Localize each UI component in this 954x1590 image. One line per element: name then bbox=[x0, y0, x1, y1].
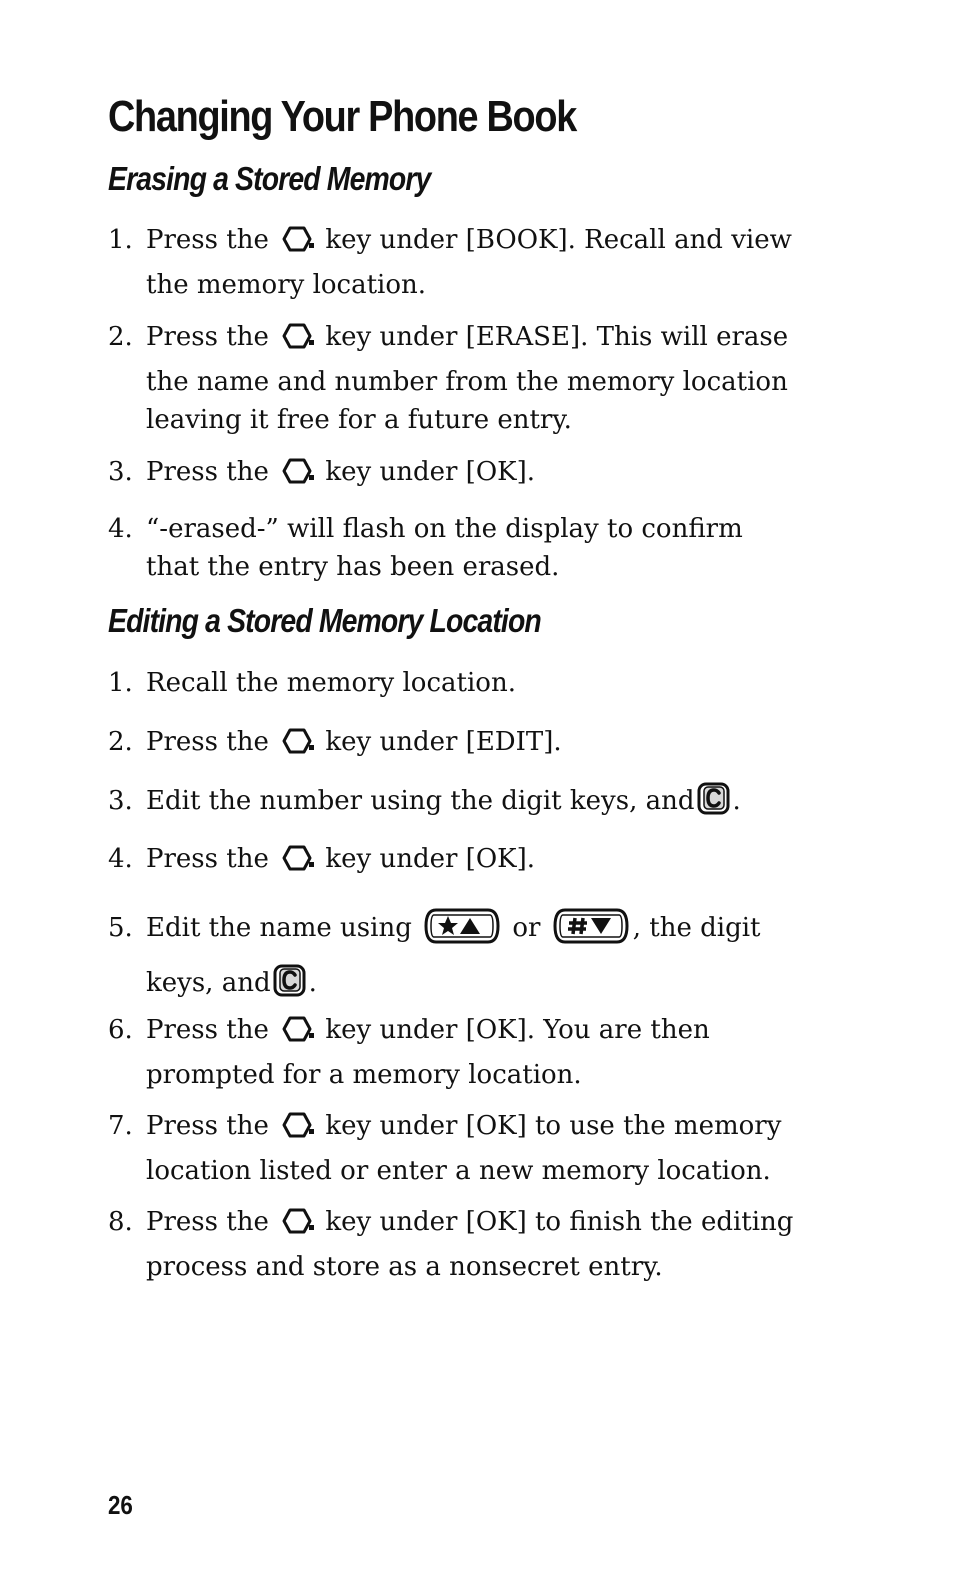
step-text: key under [OK]. bbox=[325, 457, 535, 487]
step-text: keys, and bbox=[146, 968, 271, 998]
page-title: Changing Your Phone Book bbox=[108, 92, 576, 141]
soft-key-icon bbox=[279, 1109, 315, 1152]
step-number: 3. bbox=[108, 457, 133, 487]
step-number: 2. bbox=[108, 322, 133, 352]
step-text: key under [OK]. bbox=[325, 844, 535, 874]
step-text: process and store as a nonsecret entry. bbox=[146, 1252, 663, 1282]
erase-section-heading: Erasing a Stored Memory bbox=[108, 160, 431, 197]
step-text: the name and number from the memory location bbox=[146, 367, 788, 397]
soft-key-icon bbox=[279, 455, 315, 498]
soft-key-icon bbox=[279, 842, 315, 885]
step-text: key under [OK]. You are then bbox=[325, 1015, 710, 1045]
step-text: leaving it free for a future entry. bbox=[146, 405, 572, 435]
step-text: Press the bbox=[146, 844, 269, 874]
page-number: 26 bbox=[108, 1490, 133, 1520]
step-text: Edit the name using bbox=[146, 913, 412, 943]
step-number: 5. bbox=[108, 913, 133, 943]
clear-key-icon bbox=[273, 964, 307, 1013]
step-text: . bbox=[308, 968, 317, 998]
step-text: key under [OK] to finish the editing bbox=[325, 1207, 794, 1237]
step-text: Press the bbox=[146, 225, 269, 255]
soft-key-icon bbox=[279, 725, 315, 768]
step-text: or bbox=[512, 913, 541, 943]
step-text: key under [ERASE]. This will erase bbox=[325, 322, 789, 352]
clear-key-icon bbox=[697, 782, 731, 827]
step-text: Edit the number using the digit keys, and bbox=[146, 786, 695, 816]
soft-key-icon bbox=[279, 223, 315, 266]
pound-scroll-key-icon bbox=[551, 906, 631, 961]
step-number: 3. bbox=[108, 786, 133, 816]
step-text: the memory location. bbox=[146, 270, 427, 300]
step-number: 2. bbox=[108, 727, 133, 757]
step-number: 8. bbox=[108, 1207, 133, 1237]
step-text: , the digit bbox=[632, 913, 761, 943]
step-text: key under [OK] to use the memory bbox=[325, 1111, 782, 1141]
edit-section-heading: Editing a Stored Memory Location bbox=[108, 602, 541, 639]
step-number: 7. bbox=[108, 1111, 133, 1141]
step-text: “-erased-” will flash on the display to confirm bbox=[146, 514, 743, 544]
step-text: Press the bbox=[146, 727, 269, 757]
soft-key-icon bbox=[279, 1013, 315, 1056]
soft-key-icon bbox=[279, 320, 315, 363]
step-text: Press the bbox=[146, 1015, 269, 1045]
step-text: Press the bbox=[146, 1207, 269, 1237]
step-text: Press the bbox=[146, 1111, 269, 1141]
step-text: . bbox=[732, 786, 741, 816]
step-number: 4. bbox=[108, 514, 133, 544]
star-scroll-key-icon bbox=[422, 906, 502, 961]
step-text: that the entry has been erased. bbox=[146, 552, 560, 582]
step-number: 1. bbox=[108, 668, 133, 698]
step-text: Press the bbox=[146, 457, 269, 487]
soft-key-icon bbox=[279, 1205, 315, 1248]
step-text: Recall the memory location. bbox=[146, 668, 516, 698]
step-number: 6. bbox=[108, 1015, 133, 1045]
step-text: key under [BOOK]. Recall and view bbox=[325, 225, 792, 255]
step-text: location listed or enter a new memory location. bbox=[146, 1156, 771, 1186]
step-text: key under [EDIT]. bbox=[325, 727, 562, 757]
step-number: 4. bbox=[108, 844, 133, 874]
step-text: prompted for a memory location. bbox=[146, 1060, 582, 1090]
step-number: 1. bbox=[108, 225, 133, 255]
step-text: Press the bbox=[146, 322, 269, 352]
